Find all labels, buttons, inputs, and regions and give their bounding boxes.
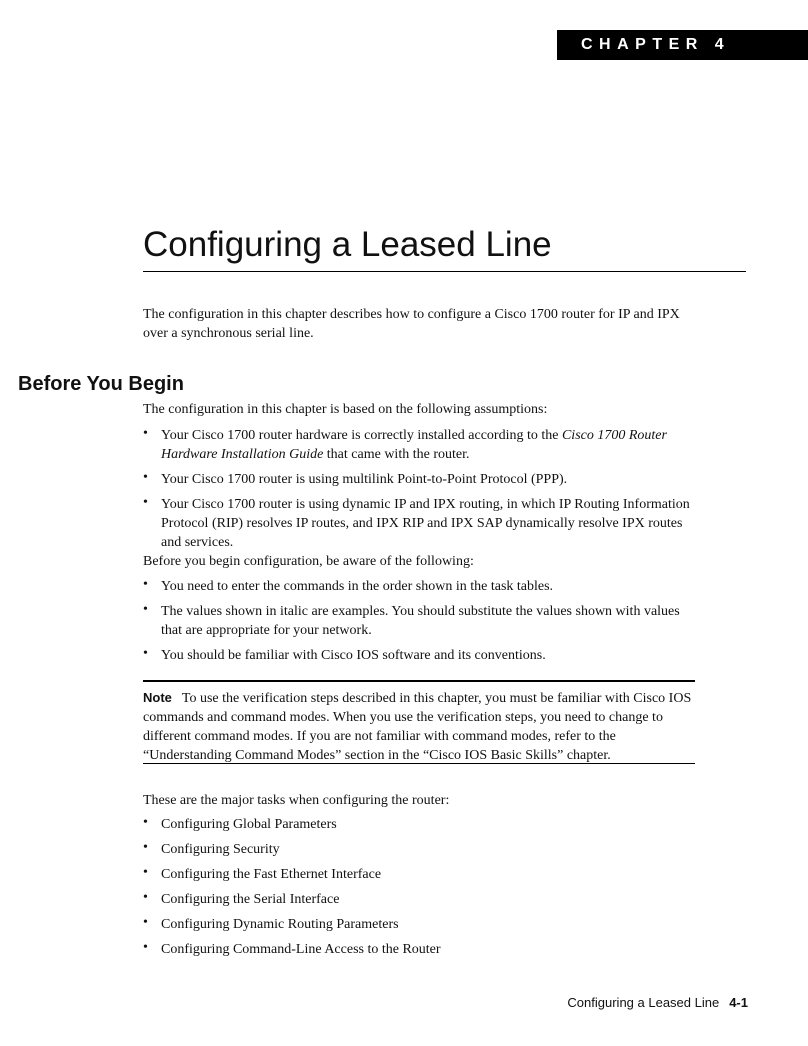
note-bottom-rule — [143, 763, 695, 764]
bullet-icon: • — [143, 940, 148, 955]
guide-title: Cisco 1700 Router Hardware Installation Guide — [161, 428, 667, 462]
task-text: Configuring the Fast Ethernet Interface — [161, 867, 382, 882]
list-item — [143, 915, 703, 934]
list-item — [143, 470, 703, 489]
list-item — [143, 426, 703, 464]
aware-text: The values shown in italic are examples. You should substitute the values shown with values that are appropriate for your network. — [161, 604, 680, 638]
task-text: Configuring Command-Line Access to the Router — [161, 942, 441, 957]
bullet-icon: • — [143, 602, 148, 617]
task-text: Configuring Security — [161, 842, 280, 857]
footer-title: Configuring a Leased Line — [567, 995, 720, 1010]
bullet-icon: • — [143, 840, 148, 855]
list-item — [143, 940, 703, 959]
list-item — [143, 815, 703, 834]
intro-paragraph: The configuration in this chapter describes how to configure a Cisco 1700 router for IP and IPX over a synchronous serial line. — [143, 307, 680, 341]
list-item — [143, 865, 703, 884]
title-rule — [143, 271, 746, 272]
bullet-icon: • — [143, 915, 148, 930]
note-text: To use the verification steps described in this chapter, you must be familiar with Cisco IOS commands and command modes. When you use the verification steps, you need to change to different command modes. If you are not familiar with command modes, refer to the “Understanding Command Modes” section in the “Cisco IOS Basic Skills” chapter. — [143, 691, 692, 763]
task-text: Configuring the Serial Interface — [161, 892, 340, 907]
note-top-rule — [143, 680, 695, 682]
bullet-icon: • — [143, 470, 148, 485]
assumptions-intro: The configuration in this chapter is based on the following assumptions: — [143, 402, 548, 417]
assumption-text: Your Cisco 1700 router is using multilink Point-to-Point Protocol (PPP). — [161, 472, 568, 487]
bullet-icon: • — [143, 815, 148, 830]
aware-intro: Before you begin configuration, be aware of the following: — [143, 554, 474, 569]
list-item — [143, 577, 703, 596]
bullet-icon: • — [143, 495, 148, 510]
page-number: 4-1 — [729, 995, 748, 1010]
task-text: Configuring Global Parameters — [161, 817, 337, 832]
assumption-text: Your Cisco 1700 router hardware is correctly installed according to the — [161, 428, 562, 443]
assumption-text: that came with the router. — [323, 447, 470, 462]
list-item — [143, 840, 703, 859]
assumptions-list — [143, 426, 703, 552]
tasks-list — [143, 815, 703, 959]
aware-text: You need to enter the commands in the order shown in the task tables. — [161, 579, 554, 594]
note-label: Note — [143, 690, 172, 705]
page-title: Configuring a Leased Line — [143, 225, 552, 264]
list-item — [143, 890, 703, 909]
assumption-text: Your Cisco 1700 router is using dynamic IP and IPX routing, in which IP Routing Information Protocol (RIP) resolves IP routes, and IPX RIP and IPX SAP dynamically resolve IPX routes and services. — [161, 497, 690, 550]
bullet-icon: • — [143, 890, 148, 905]
aware-list — [143, 577, 703, 665]
list-item — [143, 602, 703, 640]
chapter-tab — [557, 30, 808, 60]
bullet-icon: • — [143, 426, 148, 441]
list-item — [143, 646, 703, 665]
tasks-intro: These are the major tasks when configuring the router: — [143, 793, 450, 808]
note-box — [143, 688, 699, 765]
bullet-icon: • — [143, 865, 148, 880]
list-item — [143, 495, 703, 552]
task-text: Configuring Dynamic Routing Parameters — [161, 917, 399, 932]
page-footer — [567, 995, 748, 1010]
section-heading: Before You Begin — [18, 373, 184, 395]
bullet-icon: • — [143, 577, 148, 592]
aware-text: You should be familiar with Cisco IOS software and its conventions. — [161, 648, 546, 663]
bullet-icon: • — [143, 646, 148, 661]
chapter-label: CHAPTER 4 — [581, 36, 731, 53]
